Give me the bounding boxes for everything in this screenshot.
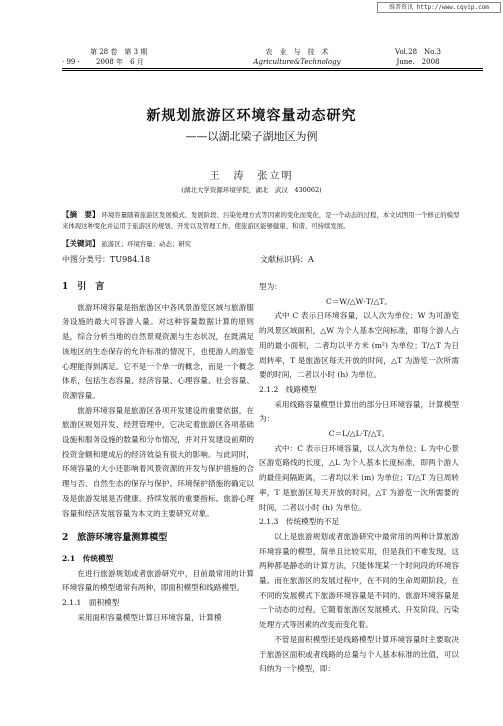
section-heading: 1 引 言 bbox=[62, 282, 105, 292]
paragraph: 旅游环境容量是旅游区各项开发建设的重要依据，在旅游区规划开发、经营管理中，它决定着旅游区各项基础设施和服务设施的数量和分布情况，并对开发建设前期的投资金额和建成后的经济效益有很大的影响。与此同时，环境容量的大小还影响着风景资源的开发与保护措施的合理与否、自然生态的保存与保护、环境保护措施的确定以及是旅游发展是否健康、持续发展的重要指标。旅游心理容量和经济发展容量为本文的主要研究对象。 bbox=[62, 405, 254, 518]
subsection-heading: 2.1 传统模型 bbox=[62, 553, 114, 563]
abstract bbox=[62, 209, 460, 232]
subsubsection-heading: 2.1.1 面积模型 bbox=[62, 598, 120, 608]
right-column bbox=[259, 280, 459, 677]
header-center bbox=[207, 47, 387, 67]
paragraph: 式中：C 表示日环境容量，以人次为单位；L 为中心景区游览路线的长度，△L 为个人基本长度标准，即两个游人的最佳间隔距离，二者均以米 (m) 为单位；T/△T 为日周转率，T 是旅游区每天开放的时间，△T 为游览一次所需要的时间，二者以小时 (h) 为单位。 bbox=[259, 443, 459, 512]
subsubsection-heading: 2.1.3 传统模型的不足 bbox=[259, 517, 340, 527]
paper-subtitle: ——以湖北梁子湖地区为例 bbox=[185, 130, 318, 143]
header-right bbox=[373, 47, 463, 67]
paragraph: 采用面积容量模型计算日环境容量，计算模 bbox=[77, 612, 222, 622]
volume-issue-en: Vol.28 No.3 bbox=[395, 48, 441, 56]
classification-number: 中图分类号：TU984.18 bbox=[62, 255, 151, 264]
abstract-text: 环境容量随着旅游区发展模式、发展阶段、污染处理方式等因素的变化而变化，是一个动态的过程，本文试图用一个修正的模型来体现这种变化并运用于旅游区的规划、开发以及管理工作，使旅游区能够健康、和谐、可持续发展。 bbox=[62, 211, 460, 230]
page-number: · 99 · bbox=[62, 58, 80, 66]
document-code: 文献标识码：A bbox=[260, 255, 314, 264]
affiliation: (湖北大学资源环境学院，湖北 武汉 430062) bbox=[181, 186, 322, 194]
equation: C＝W/△W·T/△T。 bbox=[326, 296, 392, 306]
date-en: June. 2008 bbox=[396, 58, 440, 66]
date-cn: 2008 年 6 月 bbox=[96, 58, 144, 66]
subsubsection-heading: 2.1.2 线路模型 bbox=[259, 384, 317, 394]
abstract-label: 【摘 要】 bbox=[62, 210, 100, 219]
header-left bbox=[62, 47, 172, 67]
journal-name-cn: 农 业 与 技 术 bbox=[265, 48, 329, 56]
page-header bbox=[62, 47, 483, 69]
header-rule-top bbox=[62, 68, 483, 69]
left-column bbox=[62, 280, 254, 625]
volume-issue-cn: 第 28 卷 第 3 期 bbox=[90, 48, 148, 56]
keywords bbox=[62, 238, 460, 249]
paragraph: 采用线路容量模型计算出的部分日环境容量，计算模型为： bbox=[259, 399, 459, 424]
paragraph: 式中 C 表示日环境容量，以人次为单位；W 为可游览的风景区域面积，△W 为个人基本空间标准，即每个游人占用的最小面积，二者均以平方米 (m²) 为单位；T/△T 为日周转率，T 是旅游区每天开放的时间，△T 为游览一次所需要的时间，二者以小时 (h) 为单位。 bbox=[259, 311, 459, 380]
header-rule-bottom bbox=[62, 70, 483, 71]
equation: C＝L/△L·T/△T。 bbox=[328, 429, 390, 439]
keywords-label: 【关键词】 bbox=[62, 239, 100, 248]
paragraph: 以上是旅游规划或者旅游研究中最常用的两种计算旅游环境容量的模型，简单且比较实用，但是我们不难发现，这两种都是静态的计算方法，只能体现某一个时间段的环境容量。而在旅游区的发展过程中，在不同的生命周期阶段，在不同的发展模式下旅游环境容量是不同的。旅游环境容量是一个动态的过程，它随着旅游区发展模式、开发阶段、污染处理方式等因素的改变而变化着。 bbox=[259, 531, 459, 630]
watermark: 维普资讯 http://www.cqvip.com bbox=[377, 2, 501, 13]
paper-title: 新规划旅游区环境容量动态研究 bbox=[146, 108, 357, 124]
paragraph-continuation: 型为： bbox=[259, 282, 282, 291]
section-heading: 2 旅游环境容量测算模型 bbox=[62, 533, 168, 544]
page-and-date-cn bbox=[62, 57, 172, 67]
journal-name-en: Agriculture&Technology bbox=[253, 58, 341, 66]
paragraph: 在进行旅游规划或者旅游研究中，目前最常用的计算环境容量的模型通常有两种，即面积模型和线路模型。 bbox=[62, 568, 254, 593]
paragraph: 不管是面积模型还是线路模型计算环境容量时主要取决于旅游区面积或者线路的总量与个人基本标准的比值，可以归纳为一个模型，即： bbox=[259, 634, 459, 674]
keywords-text: 旅游区；环境容量；动态；研究 bbox=[101, 240, 192, 248]
authors: 王 涛 张立明 bbox=[209, 171, 294, 182]
paragraph: 旅游环境容量是指旅游区中各风景游览区域与旅游服务设施的最大可容游人量。对这种容量数据计算的原则是，综合分析当地的自然景观资源与生态状况，在既满足该地区的生态保存的允许标准的情况下，也使游人的游览心理能得到满足。它不是一个单一的概念，而是一个概念体系，包括生态容量、经济容量、心理容量、社会容量、资源容量。 bbox=[62, 302, 254, 400]
